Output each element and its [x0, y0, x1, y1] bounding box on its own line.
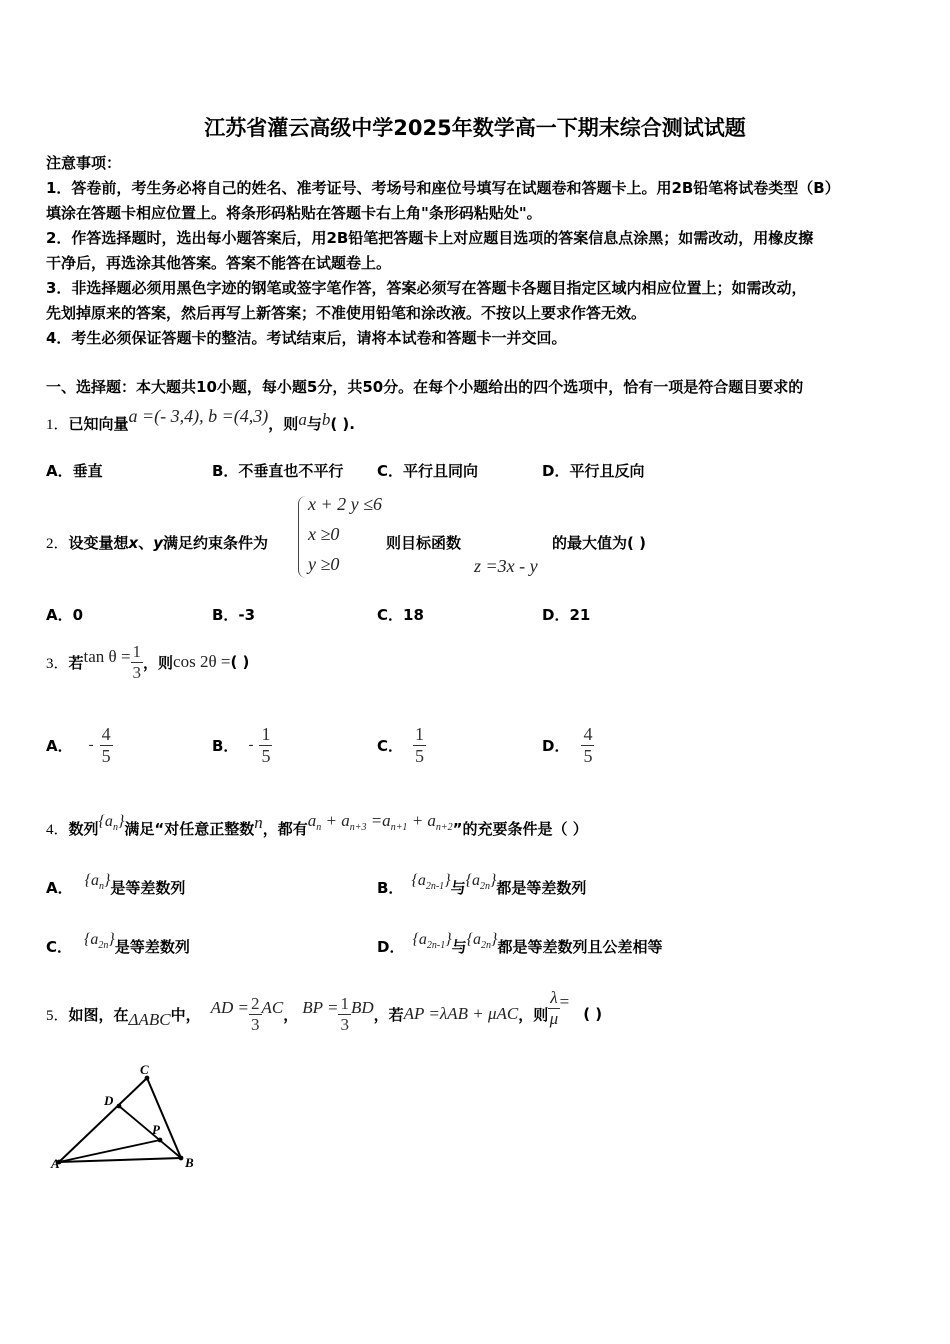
option-a[interactable]: A．0	[46, 606, 84, 624]
option-b[interactable]: B．-3	[212, 606, 256, 624]
option-c[interactable]: C． $\frac{1}{5}$	[377, 723, 425, 766]
side-bc	[147, 1078, 181, 1158]
notes-line: 4．考生必须保证答题卡的整洁。考试结束后，请将本试卷和答题卡一并交回。	[46, 329, 567, 347]
constraint-brace	[298, 496, 307, 578]
option-d[interactable]: D． $\frac{4}{5}$	[542, 723, 593, 766]
ratio-fraction: $\frac{\lambda}{\mu}$	[549, 987, 559, 1028]
label-d: D	[104, 1093, 114, 1108]
option-c[interactable]: C．18	[377, 606, 424, 624]
option-b[interactable]: B．不垂直也不平行	[212, 462, 344, 480]
notes-line: 填涂在答题卡相应位置上。将条形码粘贴在答题卡右上角"条形码粘贴处"。	[46, 204, 542, 222]
option-d[interactable]: D．21	[542, 606, 591, 624]
recurrence-equation: $a_n + a_{n+3} =a_{n+1} + a_{n+2}$	[307, 811, 453, 833]
constraint-1: x + 2 y ≤6	[308, 494, 383, 514]
question-2-end: 的最大值为( )	[552, 534, 646, 552]
notes-line: 干净后，再选涂其他答案。答案不能答在试题卷上。	[46, 254, 392, 272]
option-a[interactable]: A． $\{a_n\}$是等差数列	[46, 872, 186, 897]
label-c: C	[140, 1062, 149, 1077]
question-5: 5． 如图，在 ΔABC 中， AD = $\frac{2}{3}$ AC ， BP = $\frac{1}{3}$ BD ，若 AP =λAB + μAC ，则 $\frac{\lambda}{\mu}$ = ( )	[46, 987, 603, 1034]
notes-line: 先划掉原来的答案，然后再写上新答案；不准使用铅笔和涂改液。不按以上要求作答无效。	[46, 304, 647, 322]
question-2: 2．设变量想x、y满足约束条件为	[46, 534, 269, 552]
question-3: 3． 若 tan θ = $\frac{1}{3}$ ，则 cos 2θ = ( )	[46, 641, 250, 682]
question-4: 4．数列$\{a_n\}$满足“对任意正整数n，都有$a_n + a_{n+3} =a_{n+1} + a_{n+2}$”的充要条件是（ ）	[46, 811, 588, 838]
vector-equation: AP =λAB + μAC	[403, 1004, 519, 1023]
notes-line: 2．作答选择题时，选出每小题答案后，用2B铅笔把答题卡上对应题目选项的答案信息点涂黑；如需改动，用橡皮擦	[46, 229, 814, 247]
option-d[interactable]: D． $\{a_{2n-1}\}$与$\{a_{2n}\}$都是等差数列且公差相等	[377, 931, 663, 956]
triangle-label: ΔABC	[128, 1010, 171, 1029]
question-number: 4．	[46, 822, 69, 838]
option-a[interactable]: A．垂直	[46, 462, 103, 480]
segment-bd	[119, 1106, 181, 1158]
side-ac	[59, 1078, 147, 1162]
triangle-figure	[40, 1060, 210, 1175]
question-number: 1．	[46, 417, 69, 433]
question-number: 5．	[46, 1007, 69, 1024]
sequence: $\{a_n\}$	[98, 813, 125, 833]
constraint-2: x ≥0	[308, 524, 340, 544]
label-b: B	[185, 1155, 194, 1170]
question-1: 1．已知向量a =(- 3,4), b =(4,3)，则a与b( ).	[46, 406, 355, 433]
page-title: 江苏省灌云高级中学2025年数学高一下期末综合测试试题	[204, 116, 746, 140]
vector-definition: a =(- 3,4), b =(4,3)	[128, 406, 269, 426]
point-d	[117, 1104, 122, 1109]
point-p	[158, 1138, 163, 1143]
constraint-3: y ≥0	[308, 554, 340, 574]
point-b	[179, 1156, 184, 1161]
question-number: 3．	[46, 655, 69, 672]
objective-label: 则目标函数	[386, 534, 462, 552]
notes-heading: 注意事项：	[46, 154, 122, 172]
option-c[interactable]: C． $\{a_{2n}\}$是等差数列	[46, 931, 190, 956]
option-b[interactable]: B． - $\frac{1}{5}$	[212, 723, 271, 766]
option-a[interactable]: A． - $\frac{4}{5}$	[46, 723, 111, 766]
option-c[interactable]: C．平行且同向	[377, 462, 479, 480]
option-d[interactable]: D．平行且反向	[542, 462, 645, 480]
fraction: $\frac{1}{3}$	[132, 641, 142, 682]
objective-function: z =3x - y	[474, 556, 538, 576]
notes-line: 1．答卷前，考生务必将自己的姓名、准考证号、考场号和座位号填写在试题卷和答题卡上。用2B铅笔将试卷类型（B）	[46, 179, 840, 197]
notes-line: 3．非选择题必须用黑色字迹的钢笔或签字笔作答，答案必须写在答题卡各题目指定区域内相应位置上；如需改动，	[46, 279, 807, 297]
question-number: 2．	[46, 536, 69, 552]
label-a: A	[51, 1156, 60, 1171]
section-heading: 一、选择题：本大题共10小题，每小题5分，共50分。在每个小题给出的四个选项中，恰有一项是符合题目要求的	[46, 378, 804, 396]
label-p: P	[152, 1122, 160, 1137]
option-b[interactable]: B． $\{a_{2n-1}\}$与$\{a_{2n}\}$都是等差数列	[377, 872, 587, 897]
